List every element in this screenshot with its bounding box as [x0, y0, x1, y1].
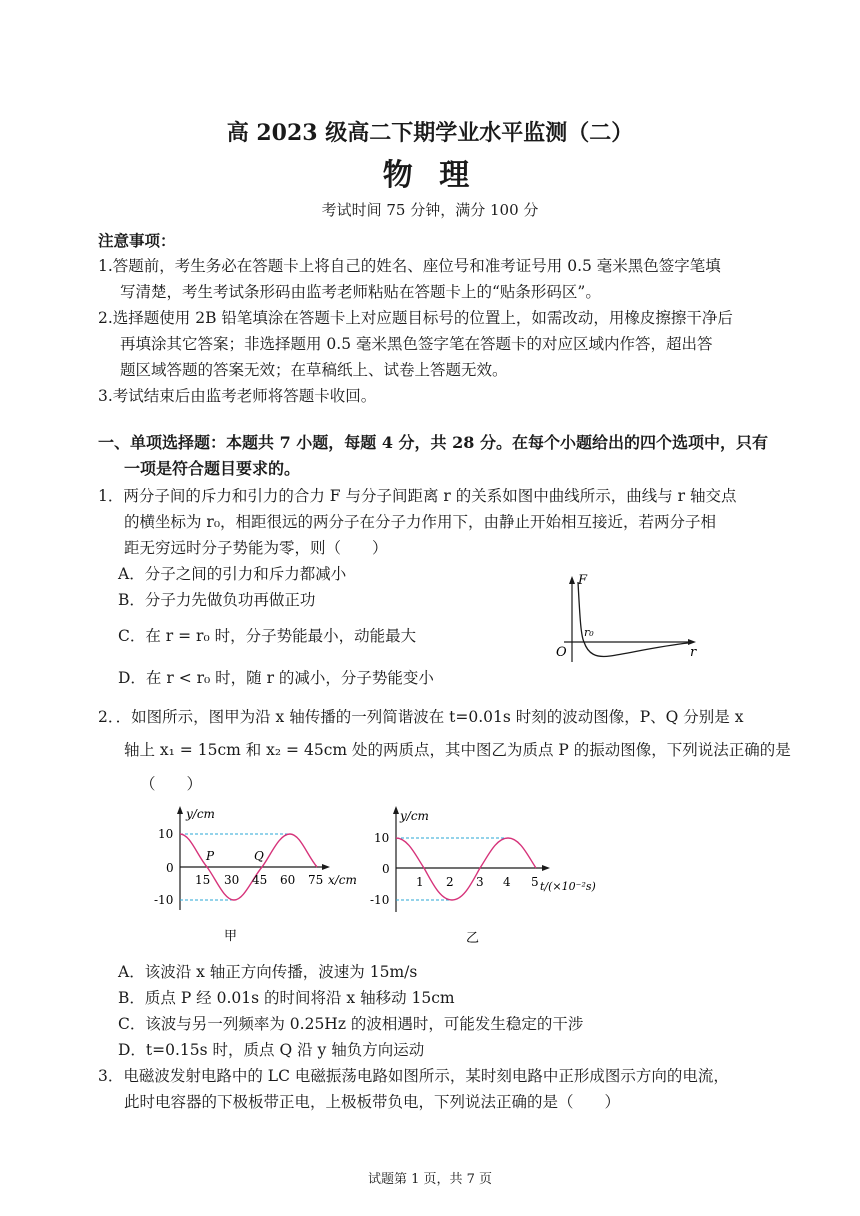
question-2-stem: 轴上 x₁ = 15cm 和 x₂ = 45cm 处的两质点，其中图乙为质点 P 的振动图像，下列说法正确的是	[124, 741, 791, 759]
question-2-stem: （ ）	[140, 775, 203, 793]
figure-caption: 乙	[466, 931, 480, 946]
y-tick: 0	[166, 861, 174, 875]
wave-graph-jia	[148, 800, 368, 950]
y-tick: 10	[158, 827, 174, 841]
x-tick: 15	[195, 873, 211, 887]
vibration-graph-yi	[366, 800, 616, 950]
question-2-option-c: C．该波与另一列频率为 0.25Hz 的波相遇时，可能发生稳定的干涉	[118, 1015, 584, 1033]
question-2-stem: 2．．如图所示，图甲为沿 x 轴传播的一列简谐波在 t=0.01s 时刻的波动图像，P、Q 分别是 x	[98, 708, 744, 726]
exam-info: 考试时间 75 分钟，满分 100 分	[321, 201, 539, 219]
x-tick: 1	[416, 875, 424, 889]
molecular-force-figure	[550, 570, 710, 670]
figure-caption: 甲	[224, 929, 238, 944]
notice-item: 3.考试结束后由监考老师将答题卡收回。	[98, 387, 377, 405]
question-1-stem: 距无穷远时分子势能为零，则（ ）	[124, 539, 388, 557]
question-1-option-b: B．分子力先做负功再做正功	[118, 591, 316, 609]
r-axis-label: r	[690, 645, 697, 660]
question-2-option-b: B．质点 P 经 0.01s 的时间将沿 x 轴移动 15cm	[118, 989, 455, 1007]
x-tick: 4	[503, 875, 511, 889]
y-tick: 0	[382, 862, 390, 876]
y-tick: -10	[154, 893, 174, 907]
x-tick: 3	[476, 875, 484, 889]
r0-label: r₀	[584, 626, 594, 639]
subject-title: 物 理	[382, 158, 478, 193]
origin-label: O	[556, 645, 567, 660]
notice-item: 写清楚，考生考试条形码由监考老师粘贴在答题卡上的“贴条形码区”。	[120, 283, 601, 301]
question-2-option-d: D．t=0.15s 时，质点 Q 沿 y 轴负方向运动	[118, 1041, 425, 1059]
x-axis-label: x/cm	[328, 873, 357, 887]
question-1-option-d: D．在 r < r₀ 时，随 r 的减小，分子势能变小	[118, 669, 434, 687]
question-1-option-c: C．在 r = r₀ 时，分子势能最小，动能最大	[118, 627, 417, 645]
question-2-option-a: A．该波沿 x 轴正方向传播，波速为 15m/s	[118, 963, 418, 981]
question-1-stem: 1．两分子间的斥力和引力的合力 F 与分子间距离 r 的关系如图中曲线所示，曲线与 r 轴交点	[98, 487, 737, 505]
x-tick: 45	[252, 873, 268, 887]
question-1-stem: 的横坐标为 r₀，相距很远的两分子在分子力作用下，由静止开始相互接近，若两分子相	[124, 513, 717, 531]
page-footer: 试题第 1 页，共 7 页	[367, 1172, 493, 1187]
y-tick: 10	[374, 831, 390, 845]
y-axis-label: y/cm	[186, 807, 215, 821]
point-p-label: P	[206, 849, 215, 863]
question-3-stem: 此时电容器的下极板带正电，上极板带负电，下列说法正确的是（ ）	[124, 1093, 621, 1111]
exam-title: 高 2023 级高二下期学业水平监测（二）	[226, 120, 634, 146]
notice-item: 1.答题前，考生务必在答题卡上将自己的姓名、座位号和准考证号用 0.5 毫米黑色签字笔填	[98, 257, 721, 275]
y-tick: -10	[370, 893, 390, 907]
notice-item: 题区域答题的答案无效；在草稿纸上、试卷上答题无效。	[120, 361, 508, 379]
point-q-label: Q	[254, 849, 264, 863]
x-tick: 60	[280, 873, 296, 887]
question-1-option-a: A．分子之间的引力和斥力都减小	[118, 565, 347, 583]
x-tick: 2	[446, 875, 454, 889]
f-axis-label: F	[578, 573, 588, 588]
section-heading-cont: 一项是符合题目要求的。	[124, 459, 301, 478]
y-axis-label: y/cm	[400, 809, 429, 823]
question-3-stem: 3．电磁波发射电路中的 LC 电磁振荡电路如图所示，某时刻电路中正形成图示方向的电流，	[98, 1067, 729, 1085]
x-tick: 5	[531, 875, 539, 889]
notice-heading: 注意事项：	[98, 231, 176, 250]
section-heading: 一、单项选择题：本题共 7 小题，每题 4 分，共 28 分。在每个小题给出的四个选项中，只有	[98, 433, 768, 452]
x-axis-label: t/(×10⁻²s)	[540, 880, 596, 893]
x-tick: 30	[224, 873, 240, 887]
x-tick: 75	[308, 873, 324, 887]
notice-item: 2.选择题使用 2B 铅笔填涂在答题卡上对应题目标号的位置上，如需改动，用橡皮擦擦干净后	[98, 309, 733, 327]
notice-item: 再填涂其它答案；非选择题用 0.5 毫米黑色签字笔在答题卡的对应区域内作答，超出答	[120, 335, 713, 353]
